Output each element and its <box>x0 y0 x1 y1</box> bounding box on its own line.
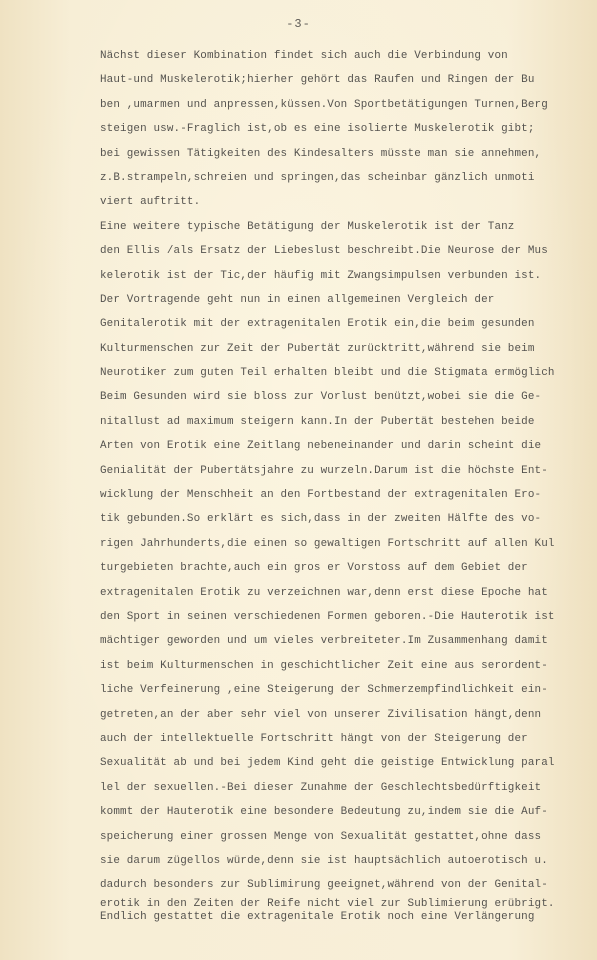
text-line: steigen usw.-Fraglich ist,ob es eine isolierte Muskelerotik gibt; <box>100 123 535 136</box>
text-line: Der Vortragende geht nun in einen allgemeinen Vergleich der <box>100 293 495 306</box>
text-line: Neurotiker zum guten Teil erhalten bleibt und die Stigmata ermöglich <box>100 367 555 380</box>
text-line: Haut-und Muskelerotik;hierher gehört das Raufen und Ringen der Bu <box>100 74 535 87</box>
text-line: nitallust ad maximum steigern kann.In der Pubertät bestehen beide <box>100 415 535 428</box>
text-line: rigen Jahrhunderts,die einen so gewaltigen Fortschritt auf allen Kul <box>100 537 555 550</box>
text-line: getreten,an der aber sehr viel von unserer Zivilisation hängt,denn <box>100 708 542 721</box>
text-line: erotik in den Zeiten der Reife nicht viel zur Sublimierung erübrigt. <box>100 897 555 910</box>
text-line: z.B.strampeln,schreien und springen,das scheinbar gänzlich unmoti <box>100 171 535 184</box>
text-line: turgebieten brachte,auch ein gros er Vorstoss auf dem Gebiet der <box>100 562 528 575</box>
text-line: Kulturmenschen zur Zeit der Pubertät zurücktritt,während sie beim <box>100 342 535 355</box>
text-line: den Sport in seinen verschiedenen Formen geboren.-Die Hauterotik ist <box>100 610 555 623</box>
text-line: auch der intellektuelle Fortschritt hängt von der Steigerung der <box>100 732 528 745</box>
text-line: Genitalerotik mit der extragenitalen Erotik ein,die beim gesunden <box>100 318 535 331</box>
text-line: Eine weitere typische Betätigung der Muskelerotik ist der Tanz <box>100 220 515 233</box>
text-line: kommt der Hauterotik eine besondere Bedeutung zu,indem sie die Auf- <box>100 806 548 819</box>
text-line: bei gewissen Tätigkeiten des Kindesalters müsste man sie annehmen, <box>100 147 542 160</box>
text-line: speicherung einer grossen Menge von Sexualität gestattet,ohne dass <box>100 830 542 843</box>
text-line: ist beim Kulturmenschen in geschichtlicher Zeit eine aus serordent- <box>100 659 548 672</box>
text-line: lel der sexuellen.-Bei dieser Zunahme der Geschlechtsbedürftigkeit <box>100 781 542 794</box>
text-line: Endlich gestattet die extragenitale Erotik noch eine Verlängerung <box>100 910 535 923</box>
text-line: extragenitalen Erotik zu verzeichnen war,denn erst diese Epoche hat <box>100 586 548 599</box>
text-line: mächtiger geworden und um vieles verbreiteter.Im Zusammenhang damit <box>100 635 548 648</box>
text-line: ben ,umarmen und anpressen,küssen.Von Sportbetätigungen Turnen,Berg <box>100 98 548 111</box>
text-line: sie darum zügellos würde,denn sie ist hauptsächlich autoerotisch u. <box>100 854 548 867</box>
text-line: wicklung der Menschheit an den Fortbestand der extragenitalen Ero- <box>100 489 542 502</box>
text-line: Beim Gesunden wird sie bloss zur Vorlust benützt,wobei sie die Ge- <box>100 391 542 404</box>
text-line: liche Verfeinerung ,eine Steigerung der Schmerzempfindlichkeit ein- <box>100 684 548 697</box>
text-line: Genialität der Pubertätsjahre zu wurzeln.Darum ist die höchste Ent- <box>100 464 548 477</box>
text-line: Nächst dieser Kombination findet sich auch die Verbindung von <box>100 50 508 62</box>
text-line: viert auftritt. <box>100 196 201 209</box>
text-line: den Ellis /als Ersatz der Liebeslust beschreibt.Die Neurose der Mus <box>100 245 548 258</box>
text-line: kelerotik ist der Tic,der häufig mit Zwangsimpulsen verbunden ist. <box>100 269 542 282</box>
text-line: tik gebunden.So erklärt es sich,dass in der zweiten Hälfte des vo- <box>100 513 542 526</box>
body-text <box>100 44 597 924</box>
text-line: Sexualität ab und bei jedem Kind geht die geistige Entwicklung paral <box>100 757 555 770</box>
text-line: dadurch besonders zur Sublimirung geeignet,während von der Genital- <box>100 879 548 892</box>
text-line: Arten von Erotik eine Zeitlang nebeneinander und darin scheint die <box>100 440 542 453</box>
page-number: -3- <box>286 17 311 31</box>
